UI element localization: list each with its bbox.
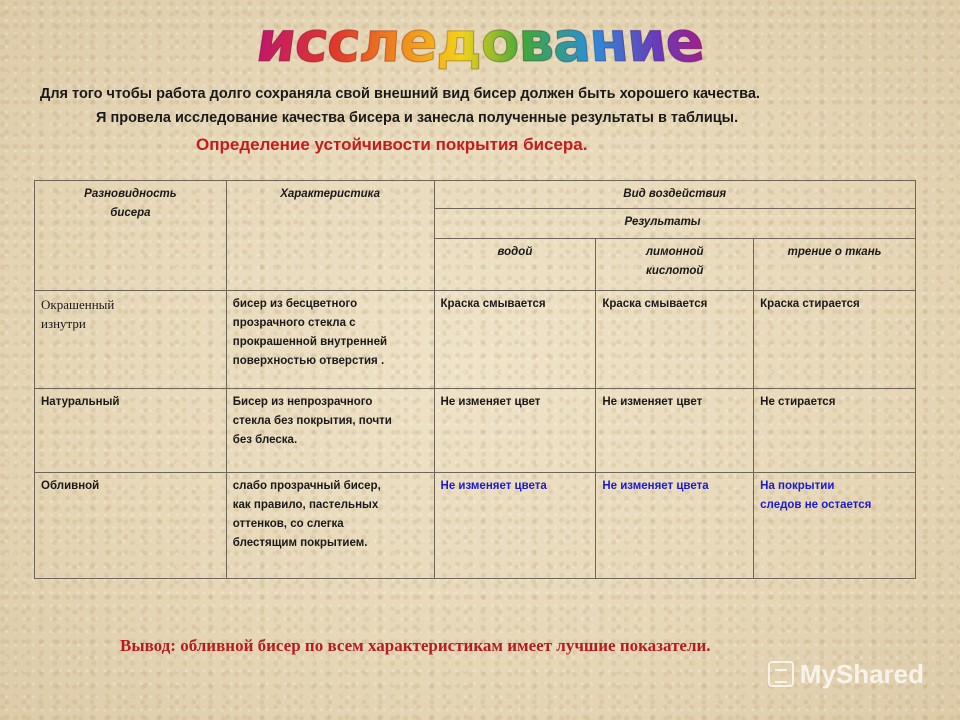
title-area [0,8,960,78]
intro-line-1: Для того чтобы работа долго сохраняла свой внешний вид бисер должен быть хорошего качества. [40,86,760,102]
table-row [35,389,916,473]
row3-desc-line1: слабо прозрачный бисер, [232,480,381,492]
row2-desc-line3: без блеска. [232,434,298,446]
header-results: Результаты [434,209,915,239]
results-table [34,180,916,579]
row1-water: Краска смывается [434,291,596,389]
row3-water: Не изменяет цвета [434,473,596,579]
table-row [35,291,916,389]
row1-desc-line2: прозрачного стекла с [232,317,356,329]
header-water: водой [434,239,596,291]
watermark-text: MyShared [799,658,924,689]
row1-desc-line4: поверхностью отверстия . [232,355,385,367]
header-bead-type-line2: бисера [110,207,151,219]
row3-desc-line3: оттенков, со слегка [232,518,344,530]
table-subtitle: Определение устойчивости покрытия бисера. [196,135,588,154]
row3-friction-line2: следов не остается [760,499,872,511]
row2-water: Не изменяет цвет [434,389,596,473]
row2-friction: Не стирается [754,389,916,473]
row2-acid: Не изменяет цвет [596,389,754,473]
header-bead-type-line1: Разновидность [84,188,177,200]
header-friction: трение о ткань [754,239,916,291]
row3-friction-line1: На покрытии [760,480,835,492]
header-citric-acid-line2: кислотой [646,265,704,277]
header-citric-acid-line1: лимонной [645,246,704,258]
row1-desc-line3: прокрашенной внутренней [232,336,388,348]
watermark [768,656,924,692]
row1-type [35,291,227,389]
row2-description [226,389,434,473]
row3-desc-line4: блестящим покрытием. [232,537,368,549]
header-impact-type: Вид воздействия [434,181,915,209]
row2-desc-line2: стекла без покрытия, почти [232,415,392,427]
row2-type: Натуральный [35,389,227,473]
header-citric-acid [596,239,754,291]
row1-type-line1: Окрашенный [41,297,115,312]
row3-type: Обливной [35,473,227,579]
page-title: исследование [252,10,709,79]
intro-line-2: Я провела исследование качества бисера и занесла полученные результаты в таблицы. [96,110,739,126]
header-characteristic: Характеристика [226,181,434,291]
row3-friction [754,473,916,579]
row3-description [226,473,434,579]
row2-desc-line1: Бисер из непрозрачного [232,396,373,408]
row3-acid: Не изменяет цвета [596,473,754,579]
row1-desc-line1: бисер из бесцветного [232,298,358,310]
row1-type-line2: изнутри [41,316,86,331]
header-bead-type [35,181,227,291]
conclusion: Вывод: обливной бисер по всем характеристикам имеет лучшие показатели. [120,636,711,655]
row1-friction: Краска стирается [754,291,916,389]
row1-acid: Краска смывается [596,291,754,389]
row1-description [226,291,434,389]
table-row [35,473,916,579]
myshared-logo-icon [768,661,794,687]
row3-desc-line2: как правило, пастельных [232,499,379,511]
